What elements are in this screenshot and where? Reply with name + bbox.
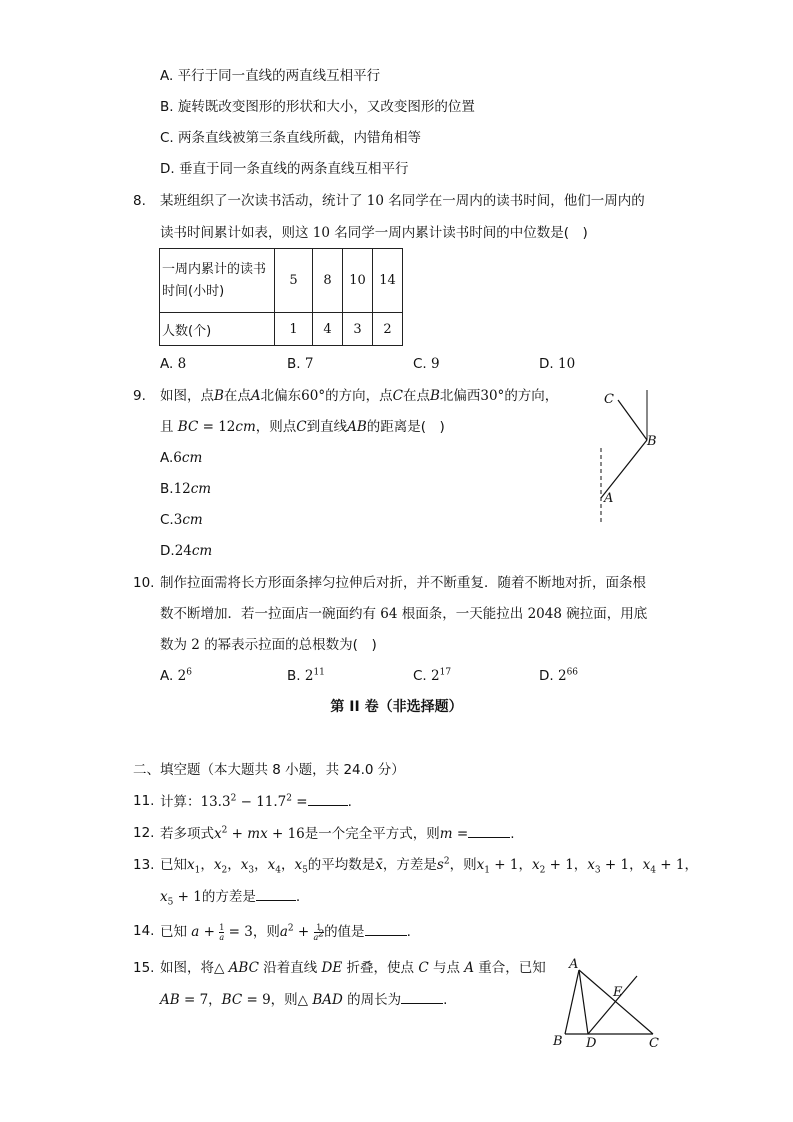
segment-ab bbox=[601, 440, 647, 498]
q14-number: 14. bbox=[133, 923, 155, 939]
q13-line2: $x_5 + 1$的方差是 . bbox=[160, 889, 301, 908]
table-cell: 1 bbox=[275, 313, 313, 346]
q8-table bbox=[159, 248, 403, 346]
answer-blank[interactable] bbox=[308, 792, 348, 806]
segment-ad bbox=[579, 970, 588, 1034]
answer-blank[interactable] bbox=[365, 922, 407, 936]
q9-number: 9. bbox=[133, 388, 146, 404]
table-cell: 8 bbox=[313, 249, 343, 313]
table-cell: 5 bbox=[275, 249, 313, 313]
fraction: $\frac{1}{a^2}$ bbox=[313, 922, 325, 942]
label-b: B bbox=[553, 1034, 563, 1049]
table-cell: 14 bbox=[373, 249, 403, 313]
table-header-count: 人数(个) bbox=[160, 313, 275, 346]
answer-blank[interactable] bbox=[468, 824, 510, 838]
q8-option-c: C. 9 bbox=[413, 356, 440, 372]
answer-blank[interactable] bbox=[401, 990, 443, 1004]
label-a: A bbox=[604, 491, 614, 506]
q10-option-d: D. $2^{66}$ bbox=[539, 667, 579, 684]
label-a: A bbox=[569, 957, 579, 972]
q10-line1: 制作拉面需将长方形面条摔匀拉伸后对折，并不断重复．随着不断地对折，面条根 bbox=[160, 575, 646, 591]
segment-ac bbox=[579, 970, 653, 1034]
q13-number: 13. bbox=[133, 857, 155, 873]
label-c: C bbox=[604, 392, 614, 407]
fraction: $\frac{1}{a}$ bbox=[219, 922, 225, 942]
q10-line2: 数不断增加．若一拉面店一碗面约有 64 根面条，一天能拉出 2048 碗拉面，用底 bbox=[160, 606, 648, 622]
q14-text: 已知 a + $\frac{1}{a}$ = 3，则$a^2$ + $\frac{1}{a^2}$ 的值是 . bbox=[160, 922, 411, 942]
part2-header: 二、填空题（本大题共 8 小题，共 24.0 分） bbox=[133, 762, 405, 778]
label-d: D bbox=[586, 1036, 597, 1051]
segment-ab bbox=[565, 970, 579, 1034]
section-title: 第 II 卷（非选择题） bbox=[330, 699, 463, 715]
q9-option-b: B.12cm bbox=[160, 481, 212, 497]
q9-line2: 且 BC = 12cm，则点C到直线AB的距离是( ) bbox=[160, 419, 445, 435]
q11-text: 计算：$13.3^2 - 11.7^2$ = . bbox=[160, 793, 352, 810]
q9-option-c: C.3cm bbox=[160, 512, 203, 528]
table-cell: 4 bbox=[313, 313, 343, 346]
q10-option-b: B. $2^{11}$ bbox=[287, 667, 325, 684]
q7-option-b: B. 旋转既改变图形的形状和大小，又改变图形的位置 bbox=[160, 99, 475, 115]
q15-line1: 如图，将△ ABC 沿着直线 DE 折叠，使点 C 与点 A 重合，已知 bbox=[160, 960, 546, 976]
q12-number: 12. bbox=[133, 825, 155, 841]
table-cell: 2 bbox=[373, 313, 403, 346]
q10-option-c: C. $2^{17}$ bbox=[413, 667, 452, 684]
q9-line1: 如图，点B在点A北偏东60°的方向，点C在点B北偏西30°的方向， bbox=[160, 388, 559, 404]
answer-blank[interactable] bbox=[256, 887, 296, 901]
q8-line2: 读书时间累计如表，则这 10 名同学一周内累计读书时间的中位数是( ) bbox=[160, 225, 588, 241]
label-b: B bbox=[647, 434, 657, 449]
q10-number: 10. bbox=[133, 575, 155, 591]
segment-bc bbox=[618, 400, 647, 440]
q8-option-b: B. 7 bbox=[287, 356, 314, 372]
table-header-time: 一周内累计的读书 时间(小时) bbox=[160, 249, 275, 313]
q8-option-a: A. 8 bbox=[160, 356, 187, 372]
q15-line2: AB = 7，BC = 9，则△ BAD 的周长为 . bbox=[160, 992, 448, 1008]
table-cell: 3 bbox=[343, 313, 373, 346]
q11-number: 11. bbox=[133, 793, 155, 809]
q8-option-d: D. 10 bbox=[539, 356, 576, 372]
q10-line3: 数为 2 的幂表示拉面的总根数为( ) bbox=[160, 637, 377, 653]
label-e: E bbox=[613, 985, 623, 1000]
q7-option-d: D. 垂直于同一条直线的两条直线互相平行 bbox=[160, 161, 409, 177]
q9-direction-figure bbox=[590, 388, 670, 528]
q8-number: 8. bbox=[133, 193, 146, 209]
q13-line1: 已知$x_1$，$x_2$，$x_3$，$x_4$，$x_5$的平均数是x̄，方差是$s^2$，则$x_1 + 1$，$x_2 + 1$，$x_3 + 1$，$x_4 + 1$， bbox=[160, 856, 698, 876]
q15-number: 15. bbox=[133, 960, 155, 976]
q10-option-a: A. $2^6$ bbox=[160, 667, 192, 684]
q15-fold-figure bbox=[545, 952, 665, 1052]
label-c: C bbox=[649, 1036, 659, 1051]
q9-option-d: D.24cm bbox=[160, 543, 213, 559]
q7-option-a: A. 平行于同一直线的两直线互相平行 bbox=[160, 68, 381, 84]
q12-text: 若多项式$x^2$ + mx + 16是一个完全平方式，则m = . bbox=[160, 825, 515, 842]
q9-option-a: A.6cm bbox=[160, 450, 203, 466]
q8-line1: 某班组织了一次读书活动，统计了 10 名同学在一周内的读书时间，他们一周内的 bbox=[160, 193, 645, 209]
q7-option-c: C. 两条直线被第三条直线所截，内错角相等 bbox=[160, 130, 422, 146]
table-cell: 10 bbox=[343, 249, 373, 313]
